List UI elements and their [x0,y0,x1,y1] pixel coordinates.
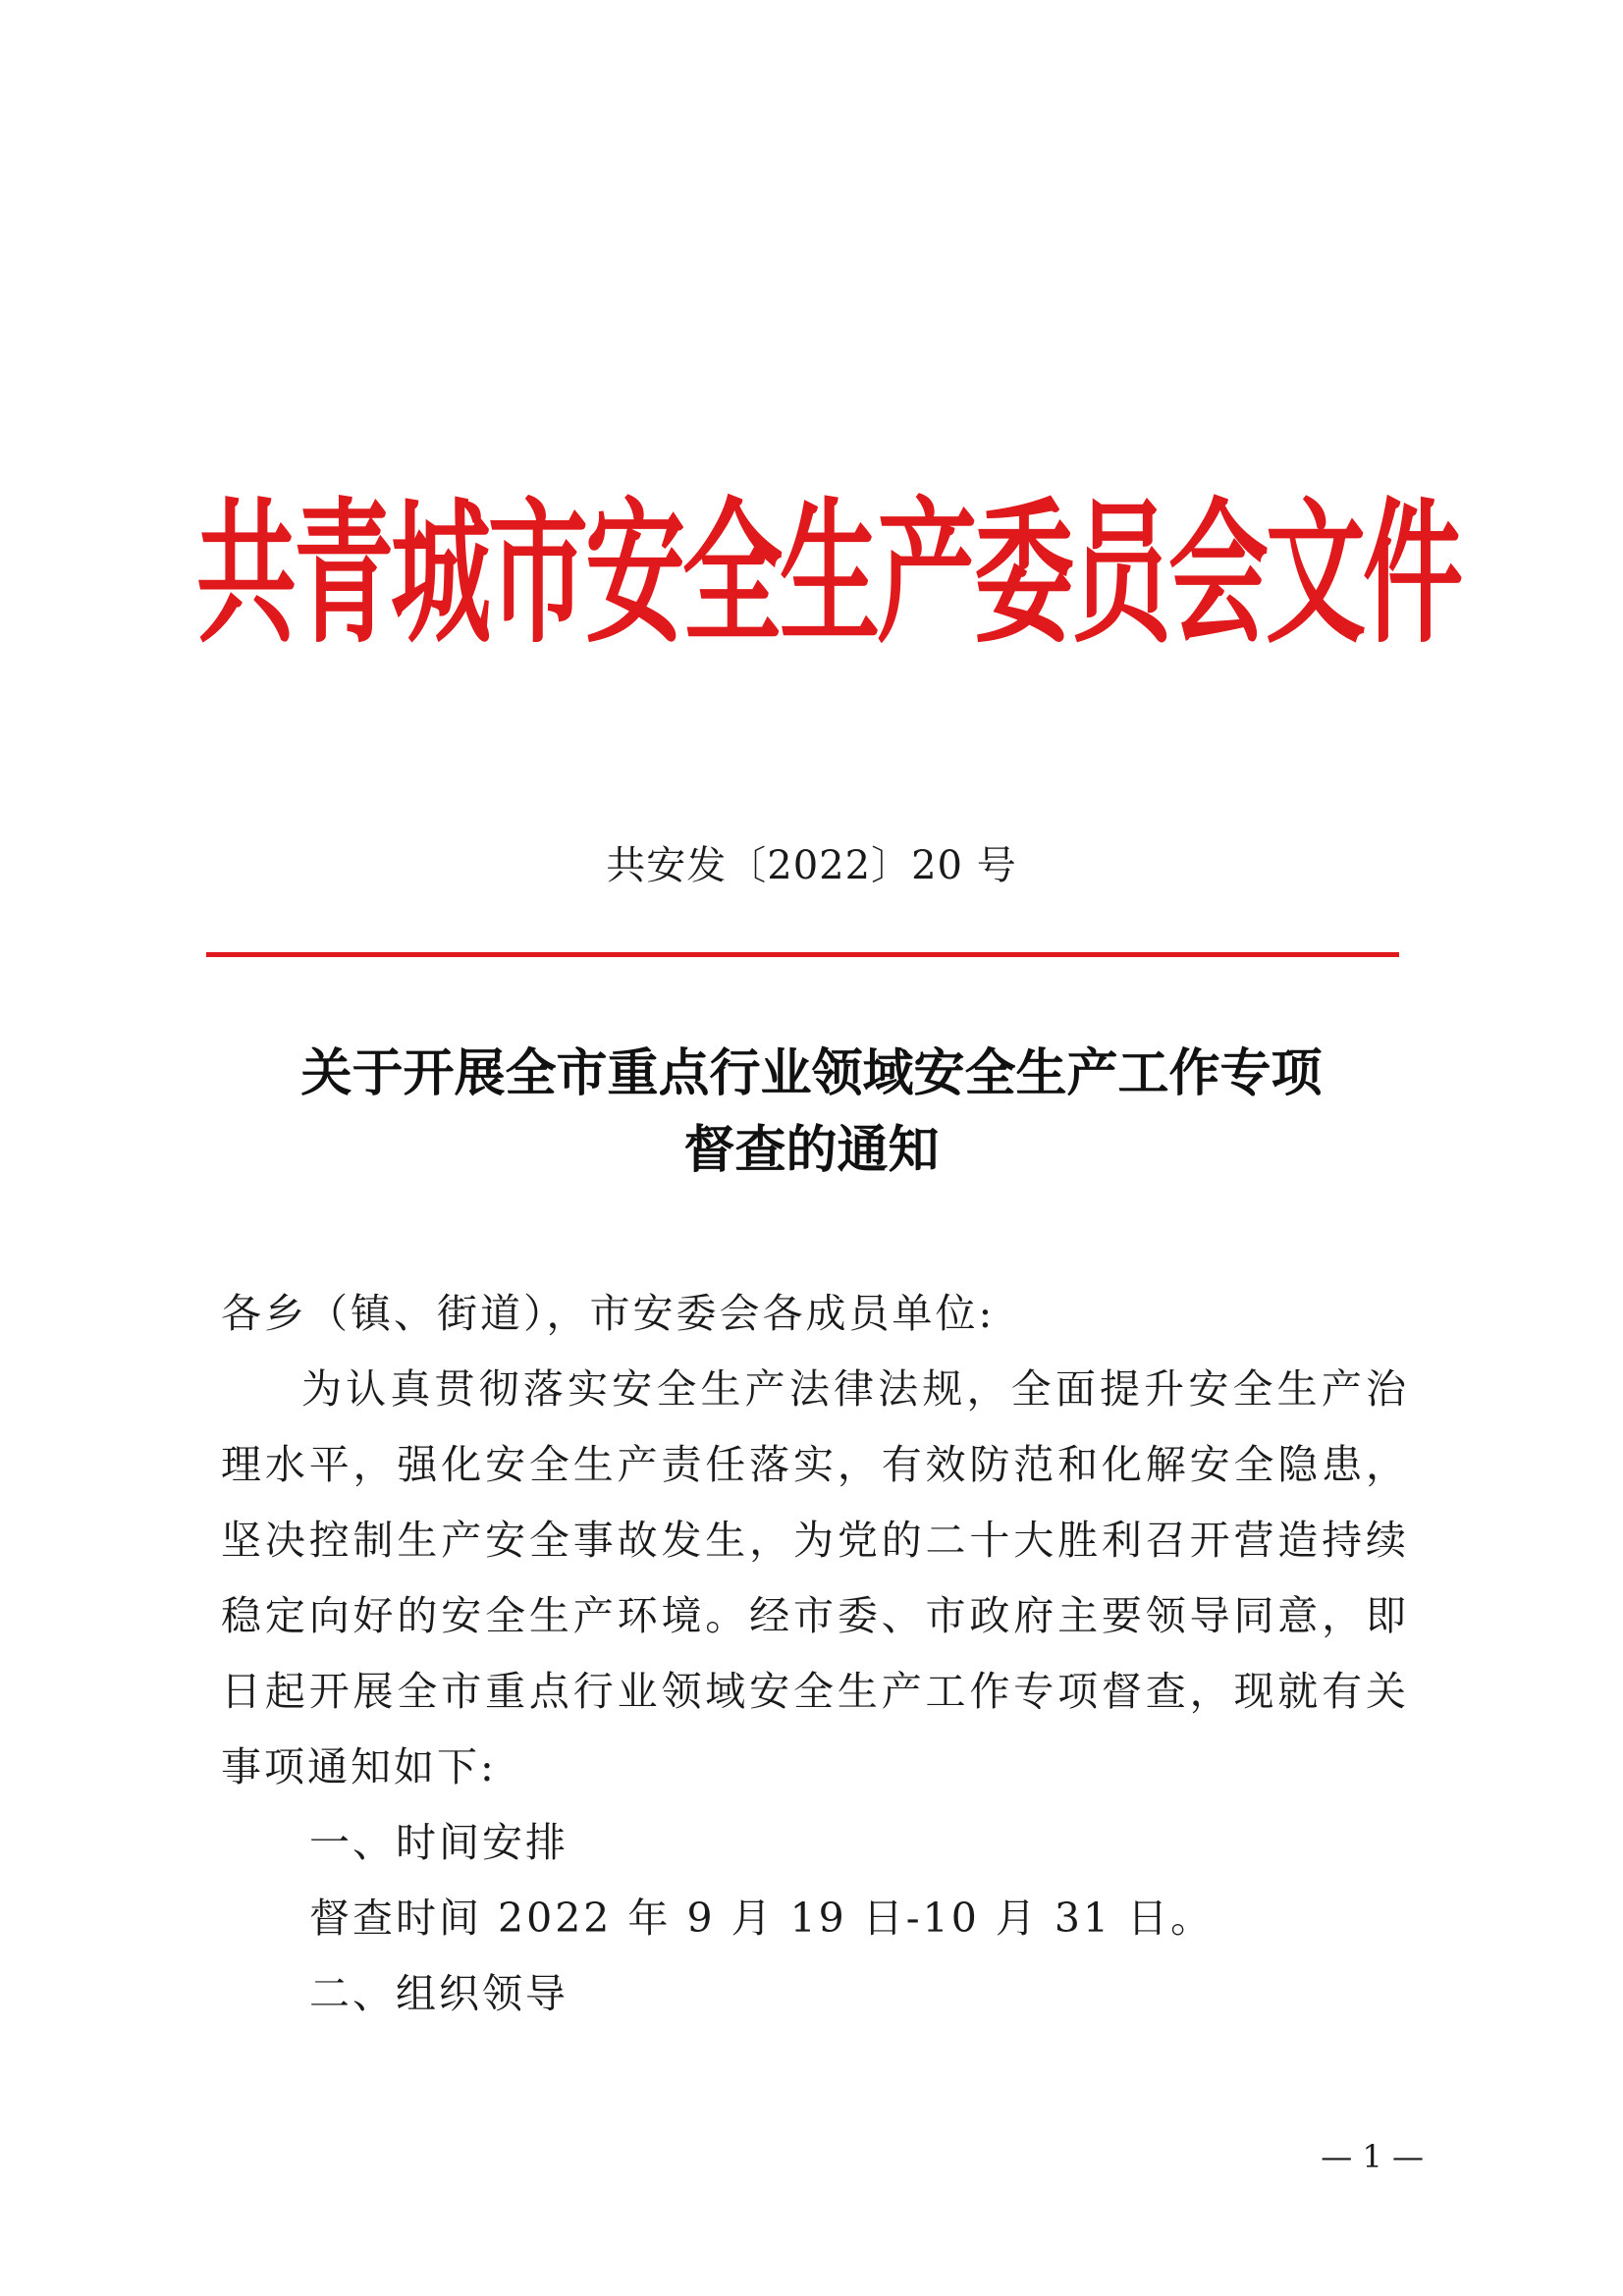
salutation: 各乡（镇、街道），市安委会各成员单位: [221,1290,996,1337]
section-heading-organization: 二、组织领导 [309,1970,568,2017]
section-heading-schedule: 一、时间安排 [309,1819,568,1866]
schedule-content: 督查时间 2022 年 9 月 19 日-10 月 31 日。 [309,1895,1215,1942]
document-title-line-2: 督查的通知 [683,1121,940,1180]
document-body [221,1276,1409,2032]
red-divider-line [206,952,1399,957]
masthead-title: 共青城市安全生产委员会文件 [196,483,1460,666]
intro-paragraph: 为认真贯彻落实安全生产法律法规，全面提升安全生产治理水平，强化安全生产责任落实，有效防范和化解安全隐患，坚决控制生产安全事故发生，为党的二十大胜利召开营造持续稳定向好的安全生产环境。经市委、市政府主要领导同意，即日起开展全市重点行业领域安全生产工作专项督查，现就有关事项通知如下: [221,1365,1409,1790]
document-number: 共安发〔2022〕20 号 [606,843,1017,888]
document-title-line-1: 关于开展全市重点行业领域安全生产工作专项 [300,1044,1323,1103]
document-title [196,1036,1427,1189]
page-number: — 1 — [1321,2138,1424,2175]
